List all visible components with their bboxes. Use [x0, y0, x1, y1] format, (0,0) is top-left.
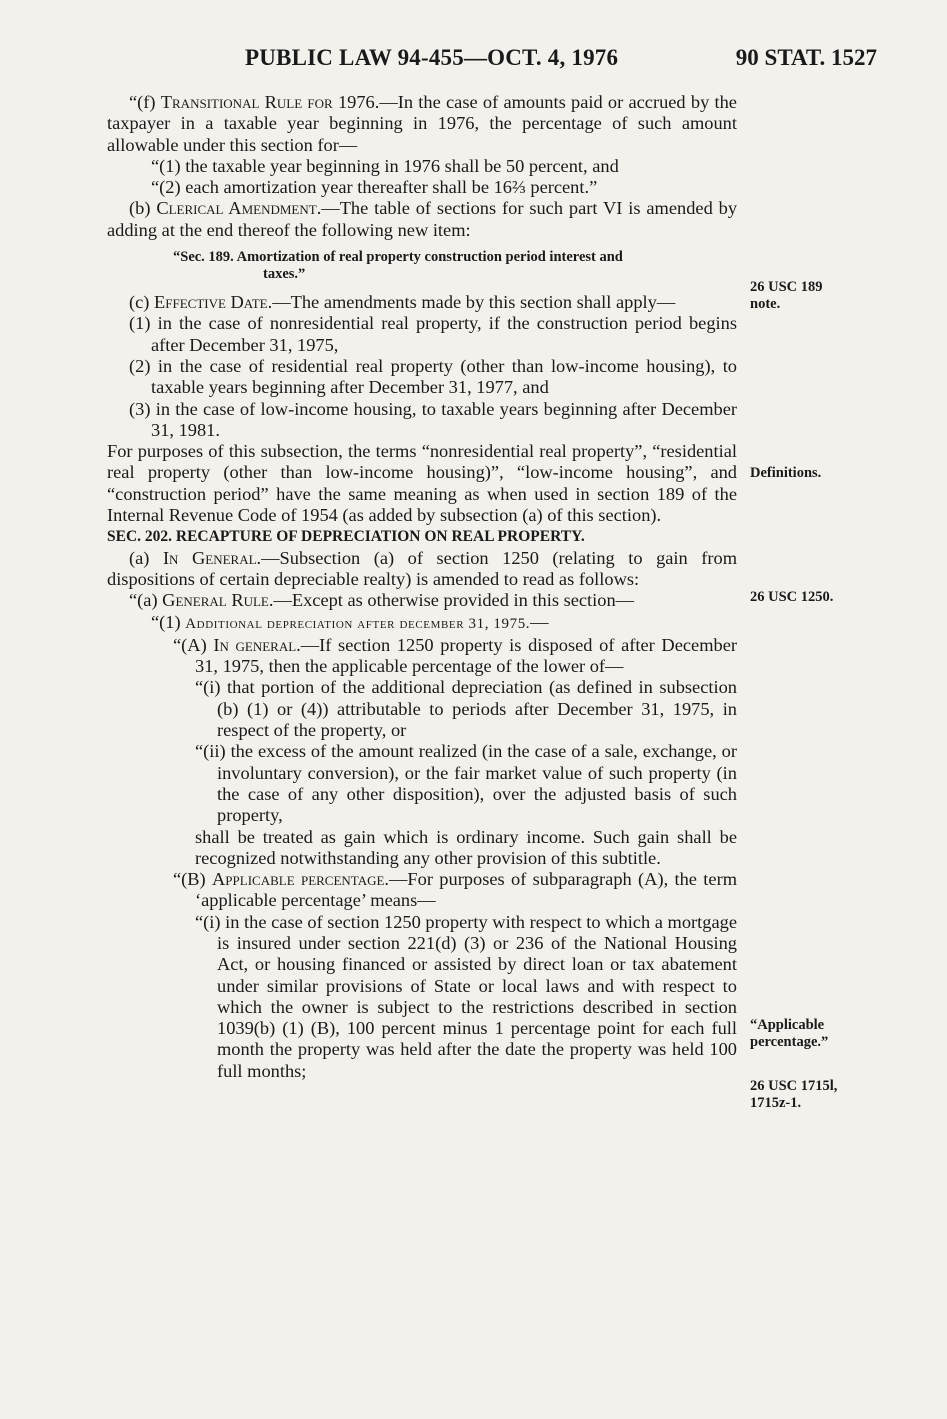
general-rule: “(a) General Rule.—Except as otherwise provided in this section—: [129, 590, 635, 611]
subsection-a: (a) In General.—Subsection (a) of section 1250 (relating to gain from dispositions of certain depreciable realty) is amended to read as follows:: [107, 547, 737, 589]
subsection-b-heading: Clerical Amendment.: [156, 198, 322, 219]
page-header-title: PUBLIC LAW 94-455—OCT. 4, 1976: [245, 45, 619, 70]
subparagraph-b: “(B) Applicable percentage.—For purposes of subparagraph (A), the term ‘applicable percentage’ means—: [173, 869, 738, 911]
clause-a-i: “(i) that portion of the additional depreciation (as defined in subsection (b) (1) or (4)) attributable to periods after December 31, 1975, in respect of the property, or: [195, 677, 737, 741]
document-body: [107, 92, 737, 1082]
paragraph-c1: (1) in the case of nonresidential real property, if the construction period begins after December 31, 1975,: [129, 313, 737, 355]
subsection-c: (c) Effective Date.—The amendments made by this section shall apply—: [129, 292, 676, 313]
general-rule-heading: General Rule.: [162, 590, 274, 611]
subparagraph-a-heading: In general.: [213, 634, 301, 655]
subsection-a-heading: In General.: [162, 547, 262, 568]
table-of-sections-item: “Sec. 189. Amortization of real property construction period interest and taxes.”: [173, 249, 623, 283]
subparagraph-a: “(A) In general.—If section 1250 property is disposed of after December 31, 1975, then the applicable percentage of the lower of—: [173, 634, 737, 677]
subsection-f-heading: Transitional Rule for 1976.: [160, 92, 380, 112]
definitions-paragraph: For purposes of this subsection, the terms “nonresidential real property”, “residential real property (other than low-income housing)”, “low-income housing”, and “construction period” have the same meaning as when used in section 189 of the Internal Revenue Code of 1954 (as added by subsection (a) of this section).: [107, 441, 737, 526]
subsection-b: (b) Clerical Amendment.—The table of sections for such part VI is amended by adding at the end thereof the following new item:: [107, 198, 738, 240]
paragraph-c3: (3) in the case of low-income housing, to taxable years beginning after December 31, 1981.: [129, 398, 737, 440]
page-header-stat: 90 STAT. 1527: [735, 45, 877, 70]
paragraph-f1: “(1) the taxable year beginning in 1976 shall be 50 percent, and: [151, 155, 619, 176]
ordinary-income-sentence: shall be treated as gain which is ordinary income. Such gain shall be recognized notwithstanding any other provision of this subtitle.: [195, 826, 737, 868]
margin-note-26-usc-189: 26 USC 189 note.: [750, 279, 823, 312]
paragraph-f2: “(2) each amortization year thereafter shall be 16⅔ percent.”: [151, 177, 598, 198]
margin-note-26-usc-1715: 26 USC 1715l, 1715z-1.: [750, 1078, 838, 1111]
margin-note-definitions: Definitions.: [750, 465, 822, 481]
paragraph-c2: (2) in the case of residential real property (other than low-income housing), to taxable years beginning after December 31, 1977, and: [129, 355, 737, 398]
margin-note-applicable-percentage: “Applicable percentage.”: [750, 1017, 829, 1050]
section-202-heading: SEC. 202. RECAPTURE OF DEPRECIATION ON REAL PROPERTY.: [107, 528, 585, 546]
subsection-f: “(f) Transitional Rule for 1976.—In the case of amounts paid or accrued by the taxpayer in a taxable year beginning in 1976, the percentage of such amount allowable under this section for—: [107, 92, 737, 155]
margin-note-26-usc-1250: 26 USC 1250.: [750, 589, 834, 605]
subsection-c-heading: Effective Date.: [154, 292, 273, 313]
clause-a-ii: “(ii) the excess of the amount realized (in the case of a sale, exchange, or involuntary conversion), or the fair market value of such property (in the case of any other disposition), over the adjusted basis of such property,: [195, 741, 737, 826]
paragraph-1: “(1) Additional depreciation after december 31, 1975.—: [151, 611, 549, 632]
clause-b-i: “(i) in the case of section 1250 property with respect to which a mortgage is insured under section 221(d) (3) or 236 of the National Housing Act, or housing financed or assisted by direct loan or tax abatement under similar provisions of State or local laws and with respect to which the owner is subject to the restrictions described in section 1039(b) (1) (B), 100 percent minus 1 percentage point for each full month the property was held after the date the property was held 100 full months;: [195, 911, 737, 1081]
subparagraph-b-heading: Applicable percentage.: [212, 869, 390, 890]
paragraph-1-heading: Additional depreciation after december 31, 1975.: [185, 615, 531, 632]
